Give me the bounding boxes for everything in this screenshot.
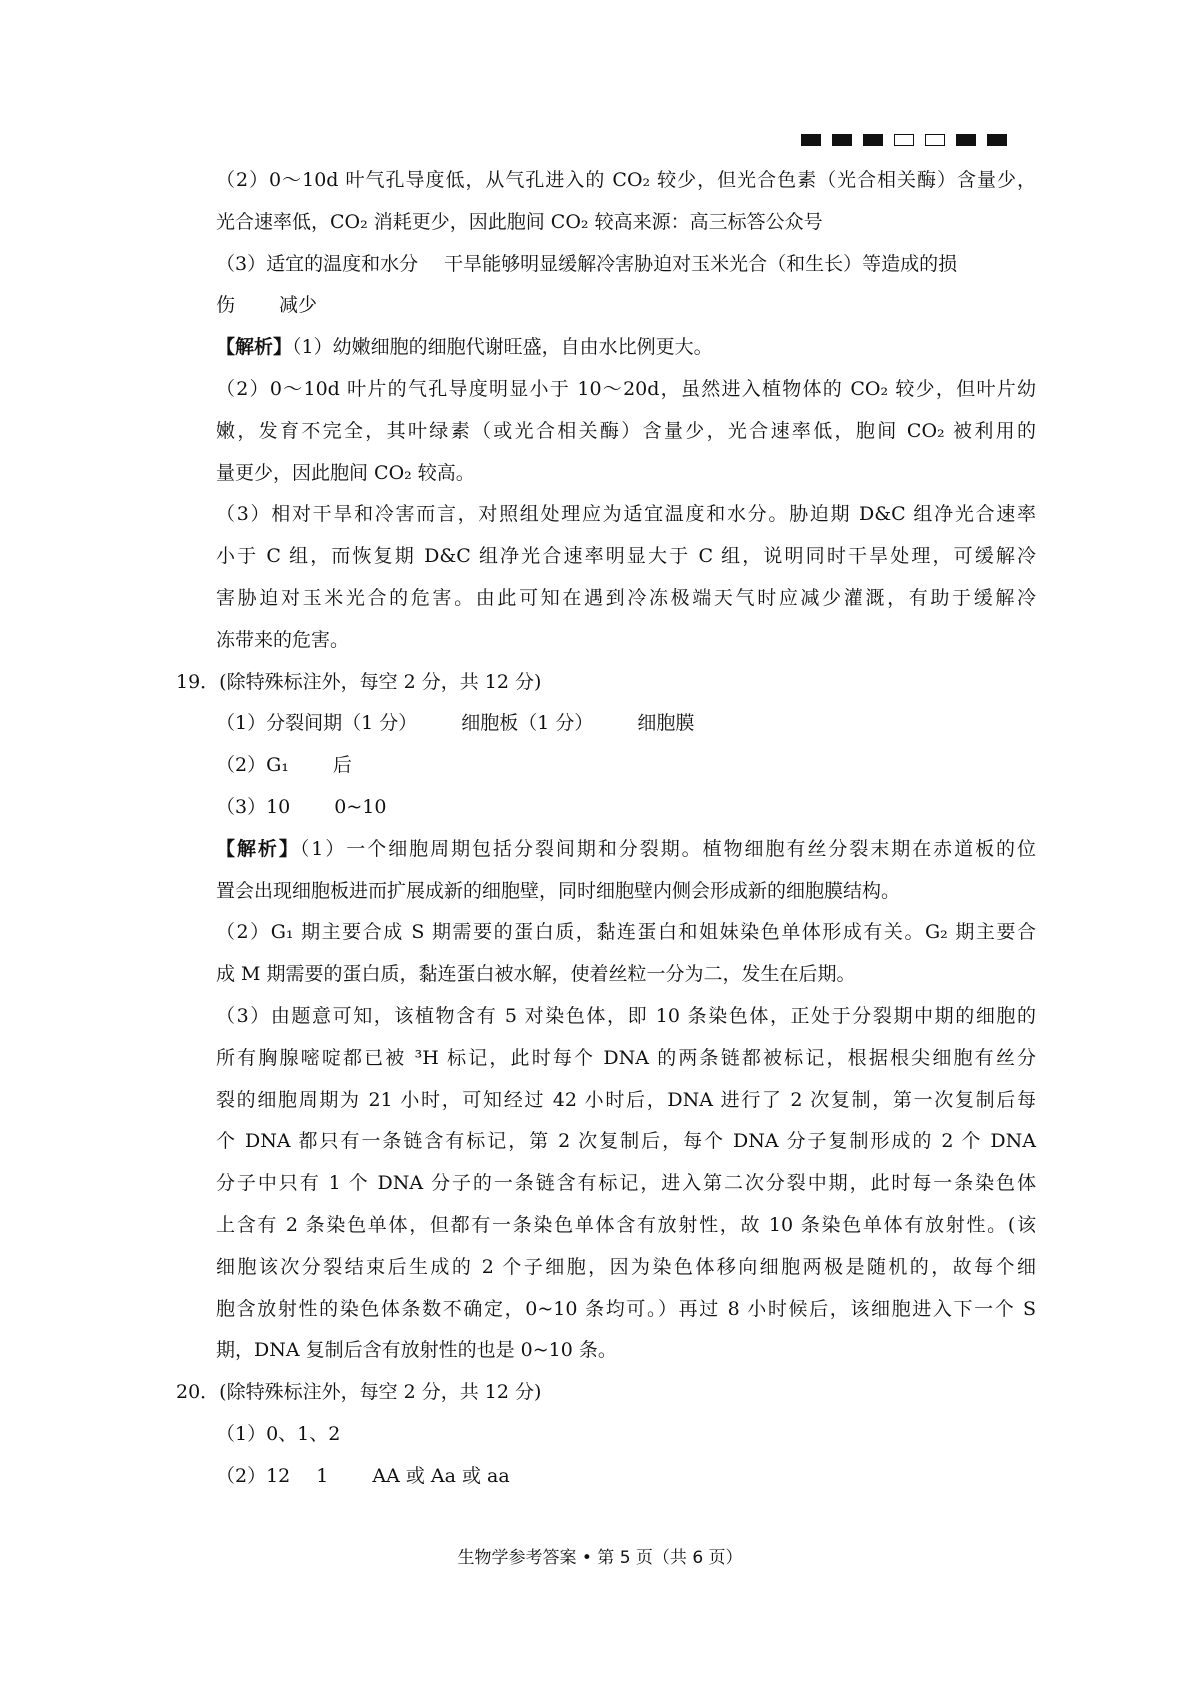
q19-answer-1-blank-2: 细胞板（1 分） <box>461 712 594 735</box>
q19-analysis-p3-line: （3）由题意可知，该植物含有 5 对染色体，即 10 条染色体，正处于分裂期中期的细胞的 <box>216 1004 1036 1027</box>
q19-heading: 19．(除特殊标注外，每空 2 分，共 12 分) <box>176 670 542 693</box>
q19-analysis-p2-line: （2）G₁ 期主要合成 S 期需要的蛋白质，黏连蛋白和姐妹染色单体形成有关。G₂ 期主要合 <box>216 921 1036 944</box>
header-mark-filled <box>987 134 1007 146</box>
analysis-text: （1）幼嫩细胞的细胞代谢旺盛，自由水比例更大。 <box>292 336 713 359</box>
header-mark-filled <box>801 134 821 146</box>
q18-analysis-p3-line: 冻带来的危害。 <box>216 628 350 651</box>
page-footer: 生物学参考答案 • 第 5 页（共 6 页） <box>457 1548 743 1568</box>
q20-answer-2-blank-3: AA 或 Aa 或 aa <box>372 1464 510 1487</box>
analysis-text: （1）一个细胞周期包括分裂间期和分裂期。植物细胞有丝分裂末期在赤道板的位 <box>299 837 1036 860</box>
analysis-tag: 【解析】 <box>216 837 300 860</box>
q20-answer-2-blank-2: 1 <box>316 1464 329 1487</box>
q19-analysis-p3-line: 细胞该次分裂结束后生成的 2 个子细胞，因为染色体移向细胞两极是随机的，故每个细 <box>216 1255 1036 1278</box>
header-mark-filled <box>832 134 852 146</box>
q18-analysis-p2-line: 量更少，因此胞间 CO₂ 较高。 <box>216 461 475 484</box>
q19-analysis-p1-line: 置会出现细胞板进而扩展成新的细胞壁，同时细胞壁内侧会形成新的细胞膜结构。 <box>216 879 901 902</box>
q19-answer-3-blank-2: 0~10 <box>334 795 387 818</box>
source-note: 来源：高三标答公众号 <box>632 210 823 233</box>
q18-analysis-p2-line: 嫩，发育不完全，其叶绿素（或光合相关酶）含量少，光合速率低，胞间 CO₂ 被利用的 <box>216 419 1036 442</box>
q18-analysis-p2-line: （2）0～10d 叶片的气孔导度明显小于 10～20d，虽然进入植物体的 CO₂ 较少，但叶片幼 <box>216 377 1036 400</box>
q19-analysis-p1-line <box>176 829 1036 871</box>
q19-answer-2-blank-1: （2）G₁ <box>216 754 289 777</box>
q20-heading: 20．(除特殊标注外，每空 2 分，共 12 分) <box>176 1381 542 1404</box>
q19-answer-1-blank-3: 细胞膜 <box>637 712 695 735</box>
header-mark-filled <box>956 134 976 146</box>
q20-answer-1: （1）0、1、2 <box>216 1422 341 1445</box>
header-marks <box>801 134 1007 146</box>
q19-analysis-p3-line: 期，DNA 复制后含有放射性的也是 0~10 条。 <box>216 1339 617 1362</box>
q19-answer-1 <box>176 703 1036 745</box>
q18-answer-2-line-1: （2）0～10d 叶气孔导度低，从气孔进入的 CO₂ 较少，但光合色素（光合相关酶）含量少， <box>216 169 1036 191</box>
q19-analysis-p3-line: 胞含放射性的染色体条数不确定，0~10 条均可。）再过 8 小时候后，该细胞进入下一个 S <box>216 1297 1036 1320</box>
header-mark-filled <box>863 134 883 146</box>
q19-answer-1-blank-1: （1）分裂间期（1 分） <box>216 712 418 735</box>
q18-answer-3-line-2 <box>176 285 1036 327</box>
q18-answer-3-blank-2-end: 伤 <box>216 294 236 317</box>
header-mark-hollow <box>894 134 914 146</box>
q18-answer-3-blank-2: 干旱能够明显缓解冷害胁迫对玉米光合（和生长）等造成的损 <box>444 252 958 275</box>
q20-answer-2-blank-1: （2）12 <box>216 1464 291 1487</box>
q18-answer-2-text: 光合速率低，CO₂ 消耗更少，因此胞间 CO₂ 较高 <box>216 210 633 233</box>
q18-analysis-p1 <box>176 327 1036 369</box>
q18-answer-2-line-2 <box>176 202 1036 244</box>
q18-analysis-p3-line: （3）相对干旱和冷害而言，对照组处理应为适宜温度和水分。胁迫期 D&C 组净光合速率 <box>216 503 1036 526</box>
q18-answer-3-blank-3: 减少 <box>279 294 318 317</box>
q18-answer-3-blank-1: （3）适宜的温度和水分 <box>216 252 419 275</box>
q19-analysis-p3-line: 裂的细胞周期为 21 小时，可知经过 42 小时后，DNA 进行了 2 次复制，第一次复制后每 <box>216 1088 1036 1111</box>
q19-analysis-p3-line: 上含有 2 条染色单体，但都有一条染色单体含有放射性，故 10 条染色单体有放射性。(该 <box>216 1213 1036 1236</box>
q19-answer-3-blank-1: （3）10 <box>216 795 291 818</box>
q18-answer-3-line-1 <box>176 244 1036 286</box>
q19-answer-3 <box>176 787 1036 829</box>
q19-analysis-p3-line: 所有胸腺嘧啶都已被 ³H 标记，此时每个 DNA 的两条链都被标记，根据根尖细胞有丝分 <box>216 1046 1036 1069</box>
q19-answer-2 <box>176 745 1036 787</box>
q20-answer-2 <box>176 1456 1036 1498</box>
q18-analysis-p3-line: 小于 C 组，而恢复期 D&C 组净光合速率明显大于 C 组，说明同时干旱处理，可缓解冷 <box>216 545 1036 568</box>
q18-analysis-p3-line: 害胁迫对玉米光合的危害。由此可知在遇到冷冻极端天气时应减少灌溉，有助于缓解冷 <box>216 586 1036 609</box>
answer-content <box>176 160 1036 1498</box>
q19-analysis-p3-line: 分子中只有 1 个 DNA 分子的一条链含有标记，进入第二次分裂中期，此时每一条染色体 <box>216 1172 1036 1195</box>
q19-analysis-p3-line: 个 DNA 都只有一条链含有标记，第 2 次复制后，每个 DNA 分子复制形成的 2 个 DNA <box>216 1130 1036 1153</box>
q19-answer-2-blank-2: 后 <box>332 754 352 777</box>
q19-analysis-p2-line: 成 M 期需要的蛋白质，黏连蛋白被水解，使着丝粒一分为二，发生在后期。 <box>216 963 856 986</box>
analysis-tag: 【解析】 <box>216 336 293 359</box>
header-mark-hollow <box>925 134 945 146</box>
